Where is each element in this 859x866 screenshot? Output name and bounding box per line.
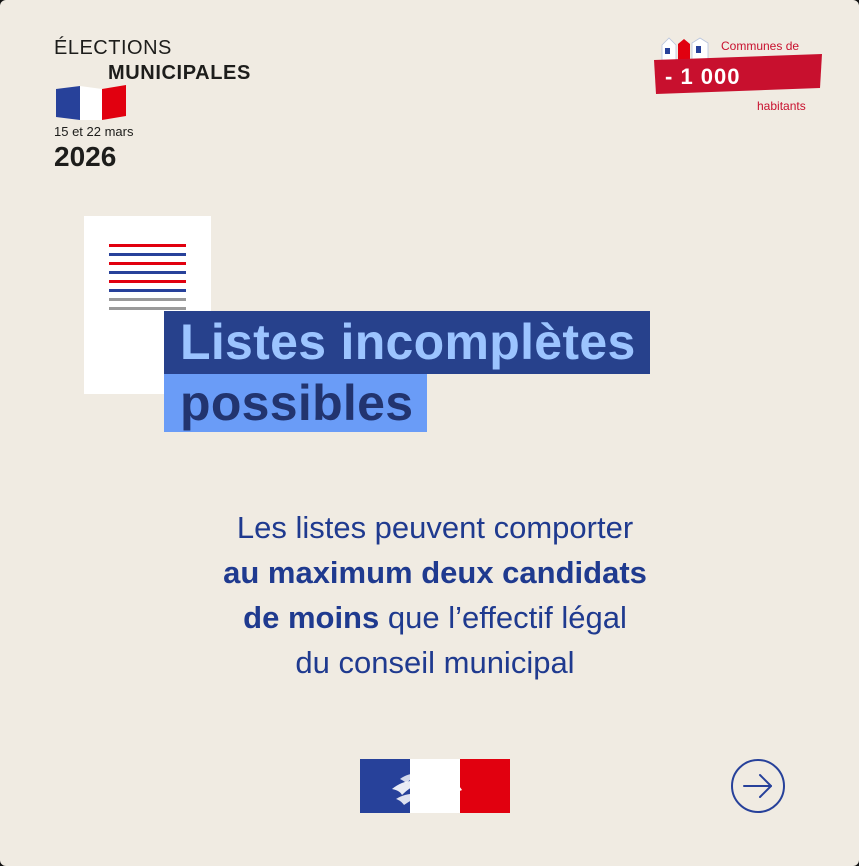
headline-text-1: Listes incomplètes bbox=[180, 314, 636, 370]
body-line-4: du conseil municipal bbox=[295, 645, 575, 680]
doc-line-grey bbox=[109, 307, 186, 310]
body-text bbox=[100, 505, 770, 685]
doc-line-blue bbox=[109, 253, 186, 256]
body-bold-1: au maximum deux candidats bbox=[223, 555, 647, 590]
headline-line-2 bbox=[164, 374, 427, 432]
elections-title: ÉLECTIONS bbox=[54, 37, 172, 59]
municipales-title: MUNICIPALES bbox=[108, 62, 251, 84]
body-bold-2: de moins bbox=[243, 600, 380, 635]
doc-line-grey bbox=[109, 298, 186, 301]
badge-bottom-label: habitants bbox=[757, 99, 806, 113]
doc-line-red bbox=[109, 244, 186, 247]
headline-line-1 bbox=[164, 311, 650, 374]
election-year: 2026 bbox=[54, 141, 117, 172]
arrow-right-circle-icon[interactable] bbox=[730, 758, 786, 814]
headline-text-2: possibles bbox=[180, 375, 414, 431]
body-line-3: que l’effectif légal bbox=[379, 600, 627, 635]
marianne-logo bbox=[360, 759, 510, 813]
elections-logo bbox=[54, 37, 284, 177]
marianne-profile-icon bbox=[388, 759, 468, 813]
doc-line-red bbox=[109, 262, 186, 265]
badge-number: - 1 000 bbox=[665, 64, 741, 89]
communes-badge bbox=[654, 36, 826, 116]
doc-line-blue bbox=[109, 289, 186, 292]
doc-line-blue bbox=[109, 271, 186, 274]
body-line-1: Les listes peuvent comporter bbox=[236, 510, 634, 545]
election-dates: 15 et 22 mars bbox=[54, 124, 134, 139]
badge-top-label: Communes de bbox=[721, 39, 800, 53]
doc-line-red bbox=[109, 280, 186, 283]
